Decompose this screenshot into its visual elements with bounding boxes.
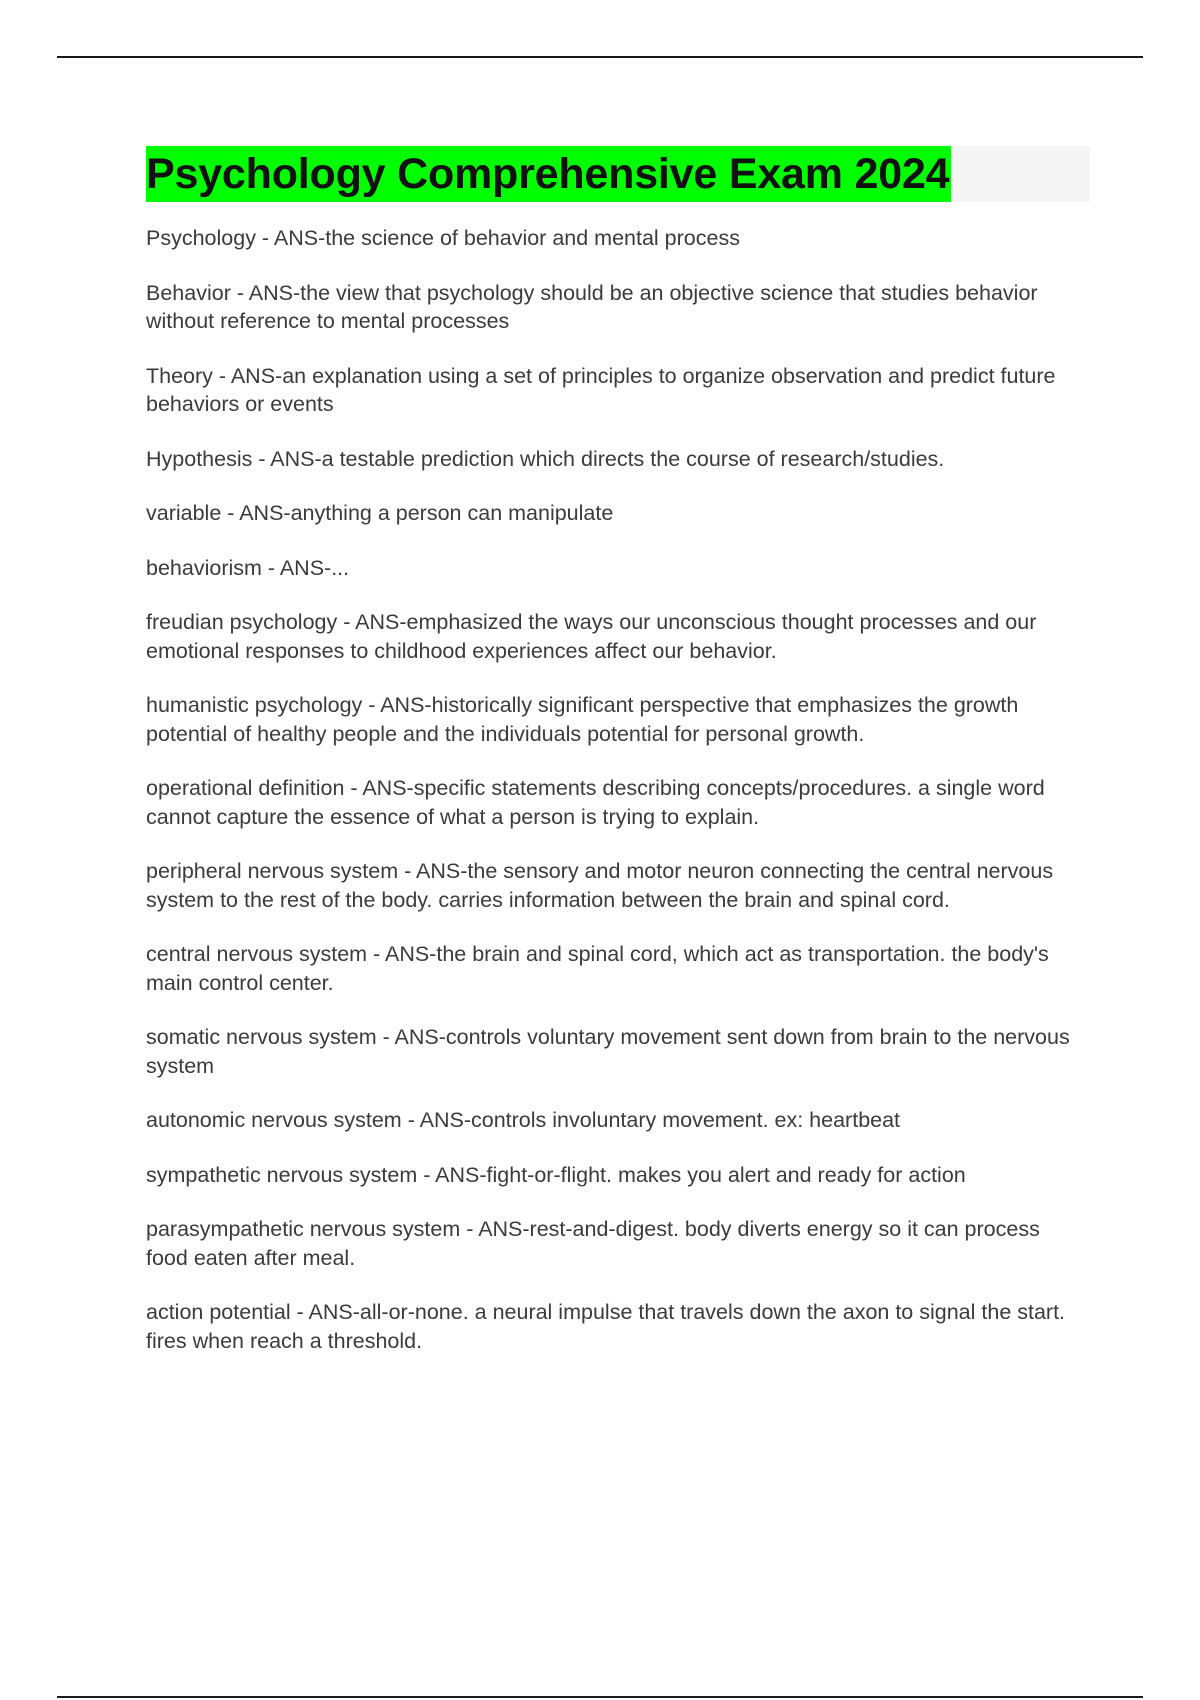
entry-humanistic-psychology: humanistic psychology - ANS-historically significant perspective that emphasizes the growth potential of healthy people and the individuals potential for personal growth. <box>146 693 1019 746</box>
entry-theory: Theory - ANS-an explanation using a set of principles to organize observation and predict future behaviors or events <box>146 363 1056 416</box>
entry-behaviorism: behaviorism - ANS-... <box>146 555 350 580</box>
entry-psychology: Psychology - ANS-the science of behavior and mental process <box>146 226 740 250</box>
entry-freudian-psychology: freudian psychology - ANS-emphasized the ways our unconscious thought processes and our emotional responses to childhood experiences affect our behavior. <box>146 610 1037 663</box>
entry-variable: variable - ANS-anything a person can manipulate <box>146 501 614 525</box>
entry-action-potential: action potential - ANS-all-or-none. a neural impulse that travels down the axon to signal the start. fires when reach a threshold. <box>146 1300 1066 1353</box>
entry-somatic-nervous-system: somatic nervous system - ANS-controls voluntary movement sent down from brain to the nervous system <box>146 1025 1070 1078</box>
entry-sympathetic-nervous-system: sympathetic nervous system - ANS-fight-or-flight. makes you alert and ready for action <box>146 1162 966 1187</box>
bottom-rule <box>57 1696 1143 1698</box>
document-body <box>146 146 1086 1381</box>
entry-behavior: Behavior - ANS-the view that psychology should be an objective science that studies behavior without reference to mental processes <box>146 280 1038 333</box>
entry-operational-definition: operational definition - ANS-specific statements describing concepts/procedures. a single word cannot capture the essence of what a person is trying to explain. <box>146 776 1045 829</box>
page-title: Psychology Comprehensive Exam 2024 <box>146 146 951 202</box>
entry-central-nervous-system: central nervous system - ANS-the brain and spinal cord, which act as transportation. the body's main control center. <box>146 942 1049 995</box>
entry-autonomic-nervous-system: autonomic nervous system - ANS-controls involuntary movement. ex: heartbeat <box>146 1108 901 1132</box>
entry-peripheral-nervous-system: peripheral nervous system - ANS-the sensory and motor neuron connecting the central nervous system to the rest of the body. carries information between the brain and spinal cord. <box>146 859 1054 912</box>
title-block <box>146 146 1090 202</box>
top-rule <box>57 56 1143 58</box>
entry-hypothesis: Hypothesis - ANS-a testable prediction which directs the course of research/studies. <box>146 446 945 471</box>
entry-parasympathetic-nervous-system: parasympathetic nervous system - ANS-rest-and-digest. body diverts energy so it can process food eaten after meal. <box>146 1217 1040 1270</box>
